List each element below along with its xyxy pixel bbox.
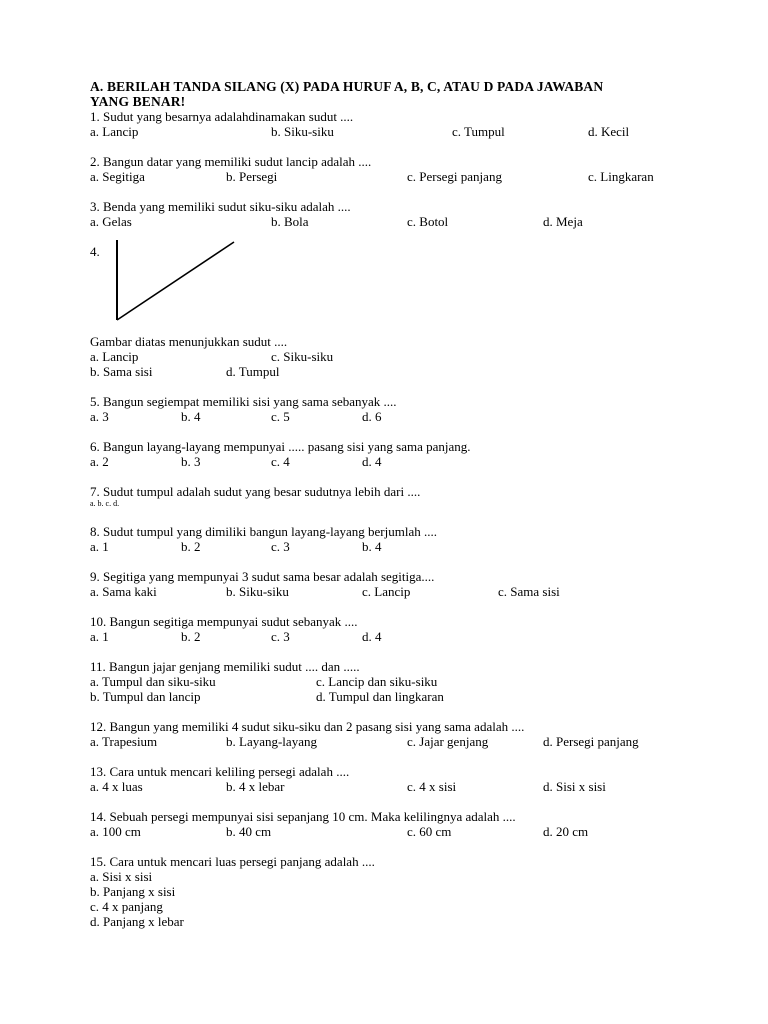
option-a[interactable]: a. Sisi x sisi bbox=[90, 869, 153, 884]
options-row bbox=[90, 409, 690, 424]
options-row bbox=[90, 214, 690, 229]
acute-angle-figure bbox=[110, 236, 240, 328]
option-a[interactable]: a. 3 bbox=[90, 409, 109, 424]
question-stem: 15. Cara untuk mencari luas persegi panjang adalah .... bbox=[90, 854, 375, 869]
option-b[interactable]: b. Panjang x sisi bbox=[90, 884, 176, 899]
option-c[interactable]: c. Tumpul bbox=[452, 124, 505, 139]
option-d[interactable]: d. 6 bbox=[362, 409, 382, 424]
question-stem: 10. Bangun segitiga mempunyai sudut sebanyak .... bbox=[90, 614, 358, 629]
option-a[interactable]: a. Tumpul dan siku-siku bbox=[90, 674, 216, 689]
option-d[interactable]: d. Sisi x sisi bbox=[543, 779, 606, 794]
option-b[interactable]: b. 2 bbox=[181, 629, 201, 644]
question-13 bbox=[90, 764, 690, 794]
question-stem: 6. Bangun layang-layang mempunyai ..... pasang sisi yang sama panjang. bbox=[90, 439, 471, 454]
option-a[interactable]: a. Lancip bbox=[90, 349, 139, 364]
question-12 bbox=[90, 719, 690, 749]
option-d[interactable]: d. Persegi panjang bbox=[543, 734, 639, 749]
question-1 bbox=[90, 109, 690, 139]
option-b[interactable]: b. Layang-layang bbox=[226, 734, 317, 749]
option-d[interactable]: d. Kecil bbox=[588, 124, 630, 139]
option-c[interactable]: c. 3 bbox=[271, 629, 290, 644]
angle-figure-block bbox=[90, 244, 690, 334]
question-15 bbox=[90, 854, 690, 929]
options-row bbox=[90, 824, 690, 839]
option-c[interactable]: c. 4 bbox=[271, 454, 290, 469]
question-8 bbox=[90, 524, 690, 554]
question-stem: 9. Segitiga yang mempunyai 3 sudut sama besar adalah segitiga.... bbox=[90, 569, 435, 584]
option-a[interactable]: a. 2 bbox=[90, 454, 109, 469]
option-d[interactable]: d. Tumpul bbox=[226, 364, 280, 379]
option-d[interactable]: d. 4 bbox=[362, 629, 382, 644]
options-row bbox=[90, 124, 690, 139]
angle-slanted-arm bbox=[117, 242, 234, 320]
option-d[interactable]: d. 4 bbox=[362, 454, 382, 469]
question-stem: Gambar diatas menunjukkan sudut .... bbox=[90, 334, 288, 349]
options-row bbox=[90, 539, 690, 554]
option-b[interactable]: b. Persegi bbox=[226, 169, 278, 184]
question-stem: 8. Sudut tumpul yang dimiliki bangun layang-layang berjumlah .... bbox=[90, 524, 437, 539]
option-b[interactable]: b. 4 bbox=[181, 409, 201, 424]
option-c[interactable]: c. Botol bbox=[407, 214, 449, 229]
instruction-line-2: YANG BENAR! bbox=[90, 94, 186, 109]
question-stem: 11. Bangun jajar genjang memiliki sudut .... dan ..... bbox=[90, 659, 360, 674]
question-5 bbox=[90, 394, 690, 424]
option-a[interactable]: a. Trapesium bbox=[90, 734, 158, 749]
option-b[interactable]: b. Tumpul dan lancip bbox=[90, 689, 201, 704]
option-c[interactable]: c. 4 x panjang bbox=[90, 899, 163, 914]
question-6 bbox=[90, 439, 690, 469]
option-c[interactable]: c. 5 bbox=[271, 409, 290, 424]
options-row bbox=[90, 674, 690, 689]
option-a[interactable]: a. 1 bbox=[90, 539, 109, 554]
option-c[interactable]: c. 60 cm bbox=[407, 824, 452, 839]
option-d[interactable]: d. Panjang x lebar bbox=[90, 914, 184, 929]
question-11 bbox=[90, 659, 690, 704]
question-stem: 7. Sudut tumpul adalah sudut yang besar sudutnya lebih dari .... bbox=[90, 484, 421, 499]
question-2 bbox=[90, 154, 690, 184]
options-row bbox=[90, 734, 690, 749]
question-10 bbox=[90, 614, 690, 644]
question-7 bbox=[90, 484, 690, 509]
option-d[interactable]: d. 20 cm bbox=[543, 824, 589, 839]
question-stem: 13. Cara untuk mencari keliling persegi adalah .... bbox=[90, 764, 350, 779]
option-c[interactable]: c. Lancip dan siku-siku bbox=[316, 674, 438, 689]
question-number: 4. bbox=[90, 244, 100, 259]
option-b[interactable]: b. Siku-siku bbox=[271, 124, 334, 139]
option-b[interactable]: b. Sama sisi bbox=[90, 364, 153, 379]
option-b[interactable]: b. 40 cm bbox=[226, 824, 272, 839]
option-d[interactable]: d. Tumpul dan lingkaran bbox=[316, 689, 444, 704]
options-row bbox=[90, 364, 690, 379]
option-d[interactable]: b. 4 bbox=[362, 539, 382, 554]
question-stem: 1. Sudut yang besarnya adalahdinamakan sudut .... bbox=[90, 109, 354, 124]
option-c[interactable]: c. 3 bbox=[271, 539, 290, 554]
instruction-heading bbox=[90, 79, 690, 109]
instruction-line-1: A. BERILAH TANDA SILANG (X) PADA HURUF A, B, C, ATAU D PADA JAWABAN bbox=[90, 79, 604, 94]
worksheet bbox=[90, 79, 690, 929]
option-d[interactable]: c. Sama sisi bbox=[498, 584, 560, 599]
question-14 bbox=[90, 809, 690, 839]
option-d[interactable]: d. Meja bbox=[543, 214, 583, 229]
question-stem: 2. Bangun datar yang memiliki sudut lancip adalah .... bbox=[90, 154, 372, 169]
option-c[interactable]: c. Lancip bbox=[362, 584, 411, 599]
question-3 bbox=[90, 199, 690, 229]
options-row bbox=[90, 689, 690, 704]
option-c[interactable]: c. Persegi panjang bbox=[407, 169, 502, 184]
question-stem: 5. Bangun segiempat memiliki sisi yang sama sebanyak .... bbox=[90, 394, 397, 409]
option-d[interactable]: c. Lingkaran bbox=[588, 169, 654, 184]
question-4 bbox=[90, 244, 690, 379]
question-9 bbox=[90, 569, 690, 599]
option-a[interactable]: a. 100 cm bbox=[90, 824, 141, 839]
options-row bbox=[90, 169, 690, 184]
options-row bbox=[90, 454, 690, 469]
options-row bbox=[90, 349, 690, 364]
question-stem: 14. Sebuah persegi mempunyai sisi sepanjang 10 cm. Maka kelilingnya adalah .... bbox=[90, 809, 516, 824]
option-c[interactable]: c. Siku-siku bbox=[271, 349, 334, 364]
option-c[interactable]: c. Jajar genjang bbox=[407, 734, 489, 749]
option-a[interactable]: a. 1 bbox=[90, 629, 109, 644]
options-tiny[interactable]: a. b. c. d. bbox=[90, 499, 120, 508]
question-stem: 12. Bangun yang memiliki 4 sudut siku-siku dan 2 pasang sisi yang sama adalah .... bbox=[90, 719, 525, 734]
option-b[interactable]: b. 3 bbox=[181, 454, 201, 469]
option-a[interactable]: a. 4 x luas bbox=[90, 779, 143, 794]
option-b[interactable]: b. Siku-siku bbox=[226, 584, 289, 599]
options-row bbox=[90, 779, 690, 794]
option-a[interactable]: a. Sama kaki bbox=[90, 584, 157, 599]
option-c[interactable]: c. 4 x sisi bbox=[407, 779, 457, 794]
option-a[interactable]: a. Gelas bbox=[90, 214, 132, 229]
option-b[interactable]: b. Bola bbox=[271, 214, 309, 229]
options-row bbox=[90, 629, 690, 644]
question-stem: 3. Benda yang memiliki sudut siku-siku adalah .... bbox=[90, 199, 351, 214]
option-a[interactable]: a. Lancip bbox=[90, 124, 139, 139]
option-b[interactable]: b. 4 x lebar bbox=[226, 779, 285, 794]
options-row bbox=[90, 584, 690, 599]
option-a[interactable]: a. Segitiga bbox=[90, 169, 145, 184]
option-b[interactable]: b. 2 bbox=[181, 539, 201, 554]
